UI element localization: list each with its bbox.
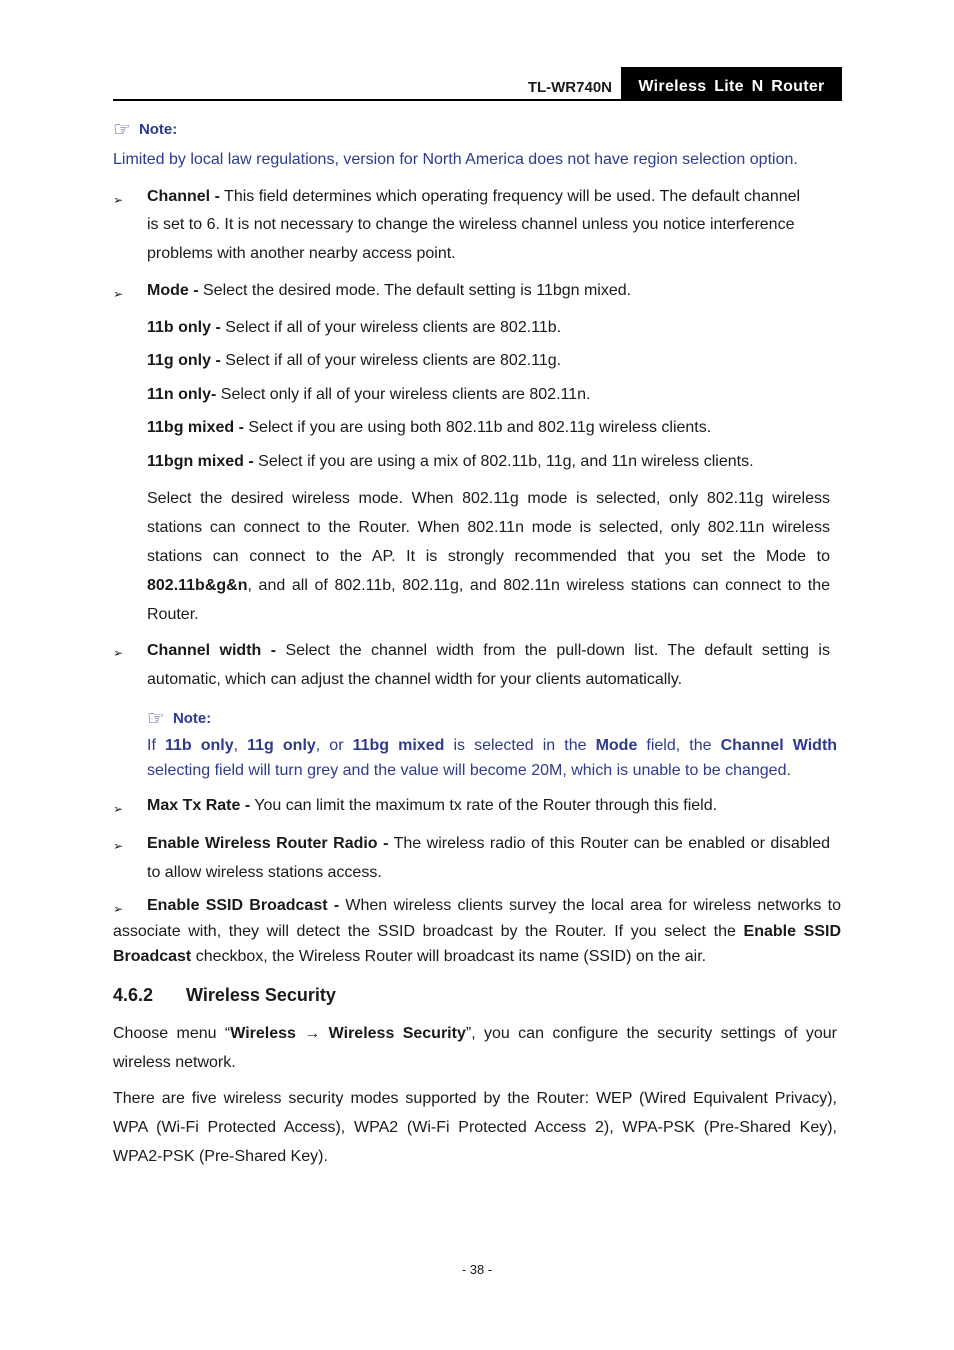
channel-width-item: Channel width - Select the channel width from the pull-down list. The default setting is automatic, which can adjust the channel width for your clients automatically. <box>147 642 830 688</box>
bullet-icon: ➢ <box>113 646 124 660</box>
pointing-hand-icon: ☞ <box>147 708 165 730</box>
mode-option: 11bgn mixed - Select if you are using a mix of 802.11b, 11g, and 11n wireless clients. <box>147 453 754 470</box>
bullet-icon: ➢ <box>113 902 124 916</box>
section-paragraph-1: Choose menu “Wireless → Wireless Security”, you can configure the security settings of your wireless network. <box>113 1025 837 1071</box>
note2-line2: selecting field will turn grey and the value will become 20M, which is unable to be changed. <box>147 762 791 779</box>
note-heading <box>113 117 177 142</box>
note-text: Limited by local law regulations, version for North America does not have region selection option. <box>113 151 798 168</box>
bullet-icon: ➢ <box>113 287 124 301</box>
max-tx-item: Max Tx Rate - You can limit the maximum tx rate of the Router through this field. <box>147 797 718 814</box>
radio-item: Enable Wireless Router Radio - The wireless radio of this Router can be enabled or disabled to allow wireless stations access. <box>147 835 830 881</box>
bullet-icon: ➢ <box>113 193 124 207</box>
channel-line3: problems with another nearby access point. <box>147 245 456 262</box>
section-title: Wireless Security <box>186 985 336 1005</box>
channel-line2: is set to 6. It is not necessary to change the wireless channel unless you notice interference <box>147 216 795 233</box>
pointing-hand-icon: ☞ <box>113 119 131 141</box>
note-label: Note: <box>138 121 178 138</box>
mode-option: 11g only - Select if all of your wireless clients are 802.11g. <box>147 352 562 369</box>
section-paragraph-2: There are five wireless security modes supported by the Router: WEP (Wired Equivalent Privacy), WPA (Wi-Fi Protected Access), WPA2 (Wi-Fi Protected Access 2), WPA-PSK (Pre-Shared Key), WPA2-PSK (Pre-Shared Key). <box>113 1090 837 1165</box>
header-product: Wireless Lite N Router <box>621 67 842 99</box>
arrow-icon: → <box>304 1025 321 1042</box>
mode-paragraph: Select the desired wireless mode. When 802.11g mode is selected, only 802.11g wireless stations can connect to the Router. When 802.11n mode is selected, only 802.11n wireless stations can connect to the AP. It is strongly recommended that you set the Mode to 802.11b&g&n, and all of 802.11b, 802.11g, and 802.11n wireless stations can connect to the Router. <box>147 490 830 623</box>
ssid-item: Enable SSID Broadcast - When wireless clients survey the local area for wireless networks to associate with, they will detect the SSID broadcast by the Router. If you select the Enable SSID Broadcast checkbox, the Wireless Router will broadcast its name (SSID) on the air. <box>113 897 842 965</box>
page-number: - 38 - <box>461 1262 493 1277</box>
mode-line: Mode - Select the desired mode. The default setting is 11bgn mixed. <box>147 282 632 299</box>
page-header <box>113 67 842 101</box>
note2-line1: If 11b only, 11g only, or 11bg mixed is selected in the Mode field, the Channel Width <box>147 737 838 754</box>
channel-line1: Channel - This field determines which operating frequency will be used. The default channel <box>147 188 801 205</box>
note-label: Note: <box>172 710 212 727</box>
bullet-icon: ➢ <box>113 802 124 816</box>
section-number: 4.6.2 <box>113 985 154 1005</box>
section-heading <box>113 985 336 1006</box>
note-heading <box>147 706 211 731</box>
header-model: TL-WR740N <box>527 79 612 96</box>
mode-option: 11bg mixed - Select if you are using both 802.11b and 802.11g wireless clients. <box>147 419 712 436</box>
mode-option: 11n only- Select only if all of your wireless clients are 802.11n. <box>147 386 591 403</box>
bullet-icon: ➢ <box>113 839 124 853</box>
mode-option: 11b only - Select if all of your wireless clients are 802.11b. <box>147 319 562 336</box>
